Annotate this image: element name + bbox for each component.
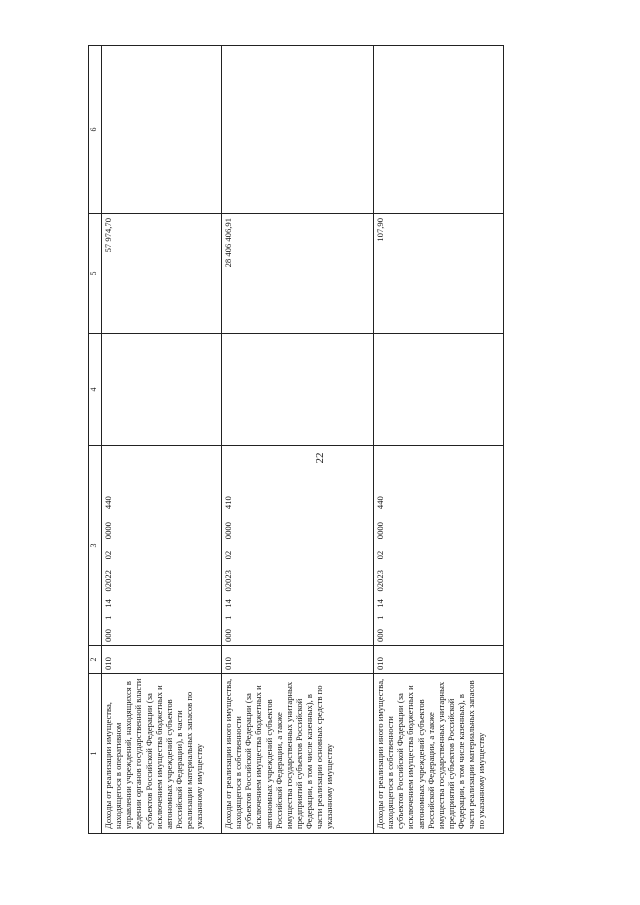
code-segment: 0000 [223,522,233,540]
code-segment: 02022 [103,570,113,592]
row-description: Доходы от реализации иного имущества, находящегося в собственности субъектов Российской Федерации (за исключением имущества бюджетных и автономных учреждений субъектов Российской Федерации, а также имущества государственных унитарных предприятий субъектов Российской Федерации, в том числе казенных), в части реализации основных средств по указанному имуществу [222,674,374,834]
code-segment: 000 [223,629,233,642]
code-segment: 1 [223,615,233,620]
code-segment: 14 [223,599,233,608]
code-segment: 000 [375,629,385,642]
code-segment: 440 [103,496,113,510]
row-admin-code: 010 [102,646,222,674]
row-amount: 28 406 406,91 [222,214,374,334]
code-segment: 1 [103,615,113,620]
code-segment: 1 [375,615,385,620]
page-number: 22 [314,452,326,464]
table-row [102,46,222,834]
column-header-2: 2 [89,646,102,674]
row-column-4 [222,334,374,446]
row-description: Доходы от реализации иного имущества, находящегося в собственности субъектов Российской Федерации (за исключением имущества бюджетных и автономных учреждений субъектов Российской Федерации, а также имущества государственных унитарных предприятий субъектов Российской Федерации, в том числе казенных), в части реализации материальных запасов по указанному имуществу [374,674,504,834]
row-admin-code: 010 [374,646,504,674]
code-segment: 440 [375,496,385,510]
code-segment: 000 [103,629,113,642]
code-segment: 410 [223,496,233,510]
row-column-4 [102,334,222,446]
row-budget-code [102,446,222,646]
row-admin-code: 010 [222,646,374,674]
code-segment: 0000 [375,522,385,540]
code-segment: 02 [223,550,233,560]
row-column-6 [222,46,374,214]
table-container [88,46,487,834]
code-segment: 14 [103,599,113,608]
table-row [222,46,374,834]
column-header-1: 1 [89,674,102,834]
rotated-table-frame [88,46,487,834]
row-budget-code [222,446,374,646]
table-row [374,46,504,834]
column-header-4: 4 [89,334,102,446]
code-segment: 02023 [223,570,233,592]
code-segment: 02 [103,550,113,560]
column-number-row [89,46,102,834]
row-column-6 [374,46,504,214]
code-segment: 0000 [103,522,113,540]
row-budget-code [374,446,504,646]
row-column-4 [374,334,504,446]
code-segment: 02 [375,550,385,560]
column-header-6: 6 [89,46,102,214]
row-amount: 107,90 [374,214,504,334]
row-column-6 [102,46,222,214]
row-amount: 57 974,70 [102,214,222,334]
column-header-5: 5 [89,214,102,334]
column-header-3: 3 [89,446,102,646]
row-description: Доходы от реализации имущества, находящегося в оперативном управлении учреждений, находящихся в ведении органов государственной власти субъектов Российской Федерации (за исключением имущества бюджетных и автономных учреждений субъектов Российской Федерации), в части реализации материальных запасов по указанному имуществу [102,674,222,834]
code-segment: 14 [375,599,385,608]
code-segment: 02023 [375,570,385,592]
revenue-table [88,45,504,834]
